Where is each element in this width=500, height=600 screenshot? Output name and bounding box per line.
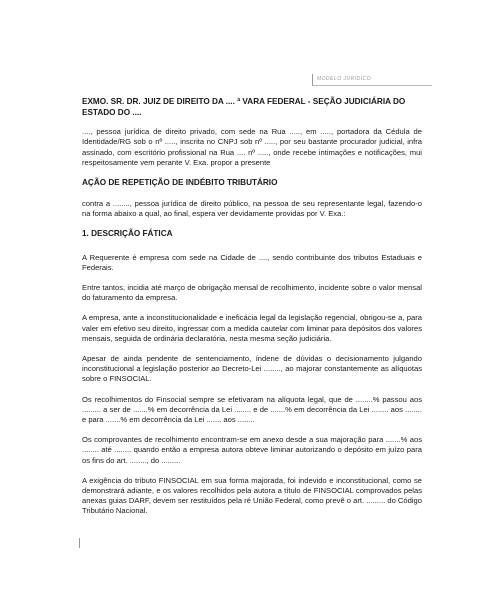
paragraph: Entre tantos, incidia até março de obrigação mensal de recolhimento, incidente sobre o valor mensal do faturamento da empresa. — [82, 283, 422, 303]
document-header-mark: MODELO JURÍDICO — [312, 74, 432, 86]
document-page — [82, 97, 422, 527]
paragraph: Os comprovantes de recolhimento encontram-se em anexo desde a sua majoração para .......% aos ........ até ........ quando então a empresa autora obteve liminar autorizando o depósito em juízo para os fins do art. ........, do ......... — [82, 435, 422, 465]
margin-mark — [79, 538, 80, 548]
petitioner-intro: ...., pessoa jurídica de direito privado, com sede na Rua ....., em ....., portadora da Cédula de Identidade/RG sob o nº ....., inscrita no CNPJ sob nº ....., por seu bastante procurador judicial, infra assinado, com escritório profissional na Rua .... nº ....., onde recebe intimações e notificações, mui respeitosamente vem perante V. Exa. propor a presente — [82, 127, 422, 167]
paragraph: A exigência do tributo FINSOCIAL em sua forma majorada, foi indevido e inconstitucional, como se demonstrará adiante, e os valores recolhidos pela autora a título de FINSOCIAL comprovados pelas anexas guias DARF, devem ser restituídos pela ré União Federal, como prevê o art. ......... do Código Tributário Nacional. — [82, 475, 422, 516]
court-address: EXMO. SR. DR. JUIZ DE DIREITO DA .... ª VARA FEDERAL - SEÇÃO JUDICIÁRIA DO ESTADO DO .... — [82, 97, 406, 117]
action-title: AÇÃO DE REPETIÇÃO DE INDÉBITO TRIBUTÁRIO — [82, 178, 278, 187]
paragraph: A Requerente é empresa com sede na Cidade de ...., sendo contribuinte dos tributos Estaduais e Federais. — [82, 252, 422, 272]
section-title-facts: 1. DESCRIÇÃO FÁTICA — [82, 229, 173, 238]
defendant-paragraph: contra a ........, pessoa jurídica de direito público, na pessoa de seu representante legal, fazendo-o na forma abaixo a qual, ao final, espera ver devidamente providas por V. Exa.: — [82, 198, 422, 218]
paragraph: Os recolhimentos do Finsocial sempre se efetivaram na alíquota legal, que de ........% passou aos ......... a ser de .......% em decorrência da Lei ........ e de .......% em decorrência da Lei ........ aos ........ e para .......% em decorrência da Lei ....... aos ........ — [82, 394, 422, 425]
paragraph: Apesar de ainda pendente de sentenciamento, índene de dúvidas o decisionamento julgando inconstitucional a legislação posterior ao Decreto-Lei ........, ao majorar constantemente as alíquotas sobre o FINSOCIAL. — [82, 354, 422, 384]
paragraph: A empresa, ante a inconstitucionalidade e ineficácia legal da legislação regencial, obrigou-se a, para valer em efetivo seu direito, ingressar com a medida cautelar com liminar para depósitos dos valores mensais, seguida de ordinária declaratória, nesta mesma seção judiciária. — [82, 313, 422, 343]
